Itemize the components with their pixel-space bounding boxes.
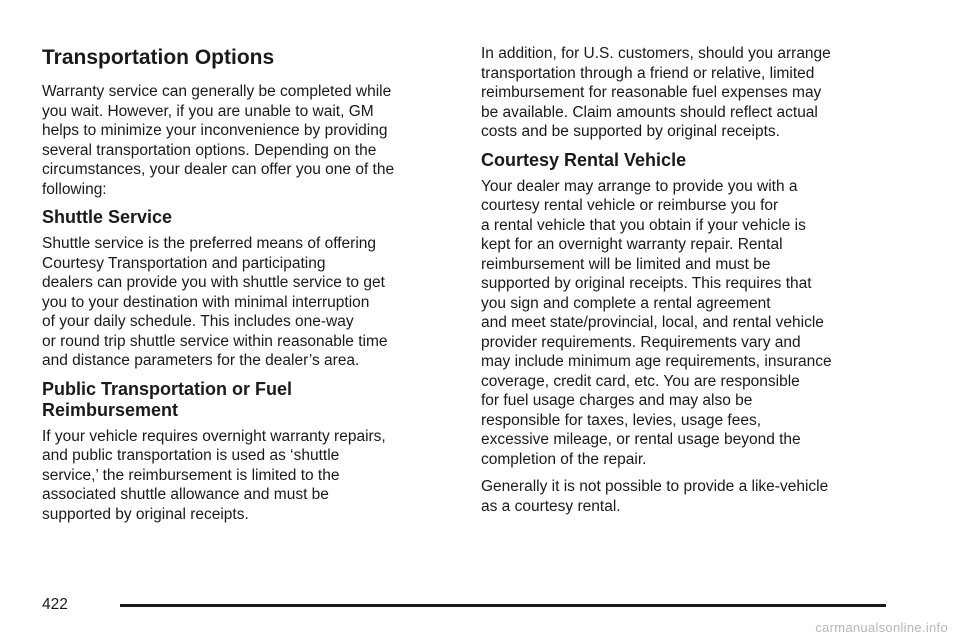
shuttle-service-paragraph: Shuttle service is the preferred means of offering Courtesy Transportation and participating dealers can provide you with shuttle service to get you to your destination with minimal interruption of your daily schedule. This includes one-way or round trip shuttle service within reasonable time and distance parameters for the dealer’s area. [42,235,388,369]
public-transportation-heading: Public Transportation or Fuel Reimbursement [42,378,293,420]
footer-divider [120,604,886,607]
section-title: Transportation Options [42,46,275,69]
like-vehicle-paragraph: Generally it is not possible to provide a like-vehicle as a courtesy rental. [481,478,829,515]
left-column [42,44,450,532]
courtesy-rental-heading: Courtesy Rental Vehicle [481,149,687,170]
page-number: 422 [42,596,68,613]
public-transportation-paragraph: If your vehicle requires overnight warranty repairs, and public transportation is used as ‘shuttle service,’ the reimbursement is limited to the associated shuttle allowance and must be supported by original receipts. [42,427,386,523]
intro-paragraph: Warranty service can generally be completed while you wait. However, if you are unable to wait, GM helps to minimize your inconvenience by providing several transportation options. Depending on the circumstances, your dealer can offer you one of the following: [42,83,395,198]
watermark-text: carmanualsonline.info [815,620,948,635]
us-customers-paragraph: In addition, for U.S. customers, should you arrange transportation through a friend or relative, limited reimbursement for reasonable fuel expenses may be available. Claim amounts should reflect actual costs and be supported by original receipts. [481,45,831,140]
shuttle-service-heading: Shuttle Service [42,207,173,227]
right-column [481,44,901,524]
courtesy-rental-paragraph: Your dealer may arrange to provide you with a courtesy rental vehicle or reimburse you for a rental vehicle that you obtain if your vehicle is kept for an overnight warranty repair. Rental reimbursement will be limited and must be supported by original receipts. This requires that you sign and complete a rental agreement and meet state/provincial, local, and rental vehicle provider requirements. Requirements vary and may include minimum age requirements, insurance coverage, credit card, etc. You are responsible for fuel usage charges and may also be responsible for taxes, levies, usage fees, excessive mileage, or rental usage beyond the completion of the repair. [481,177,832,468]
